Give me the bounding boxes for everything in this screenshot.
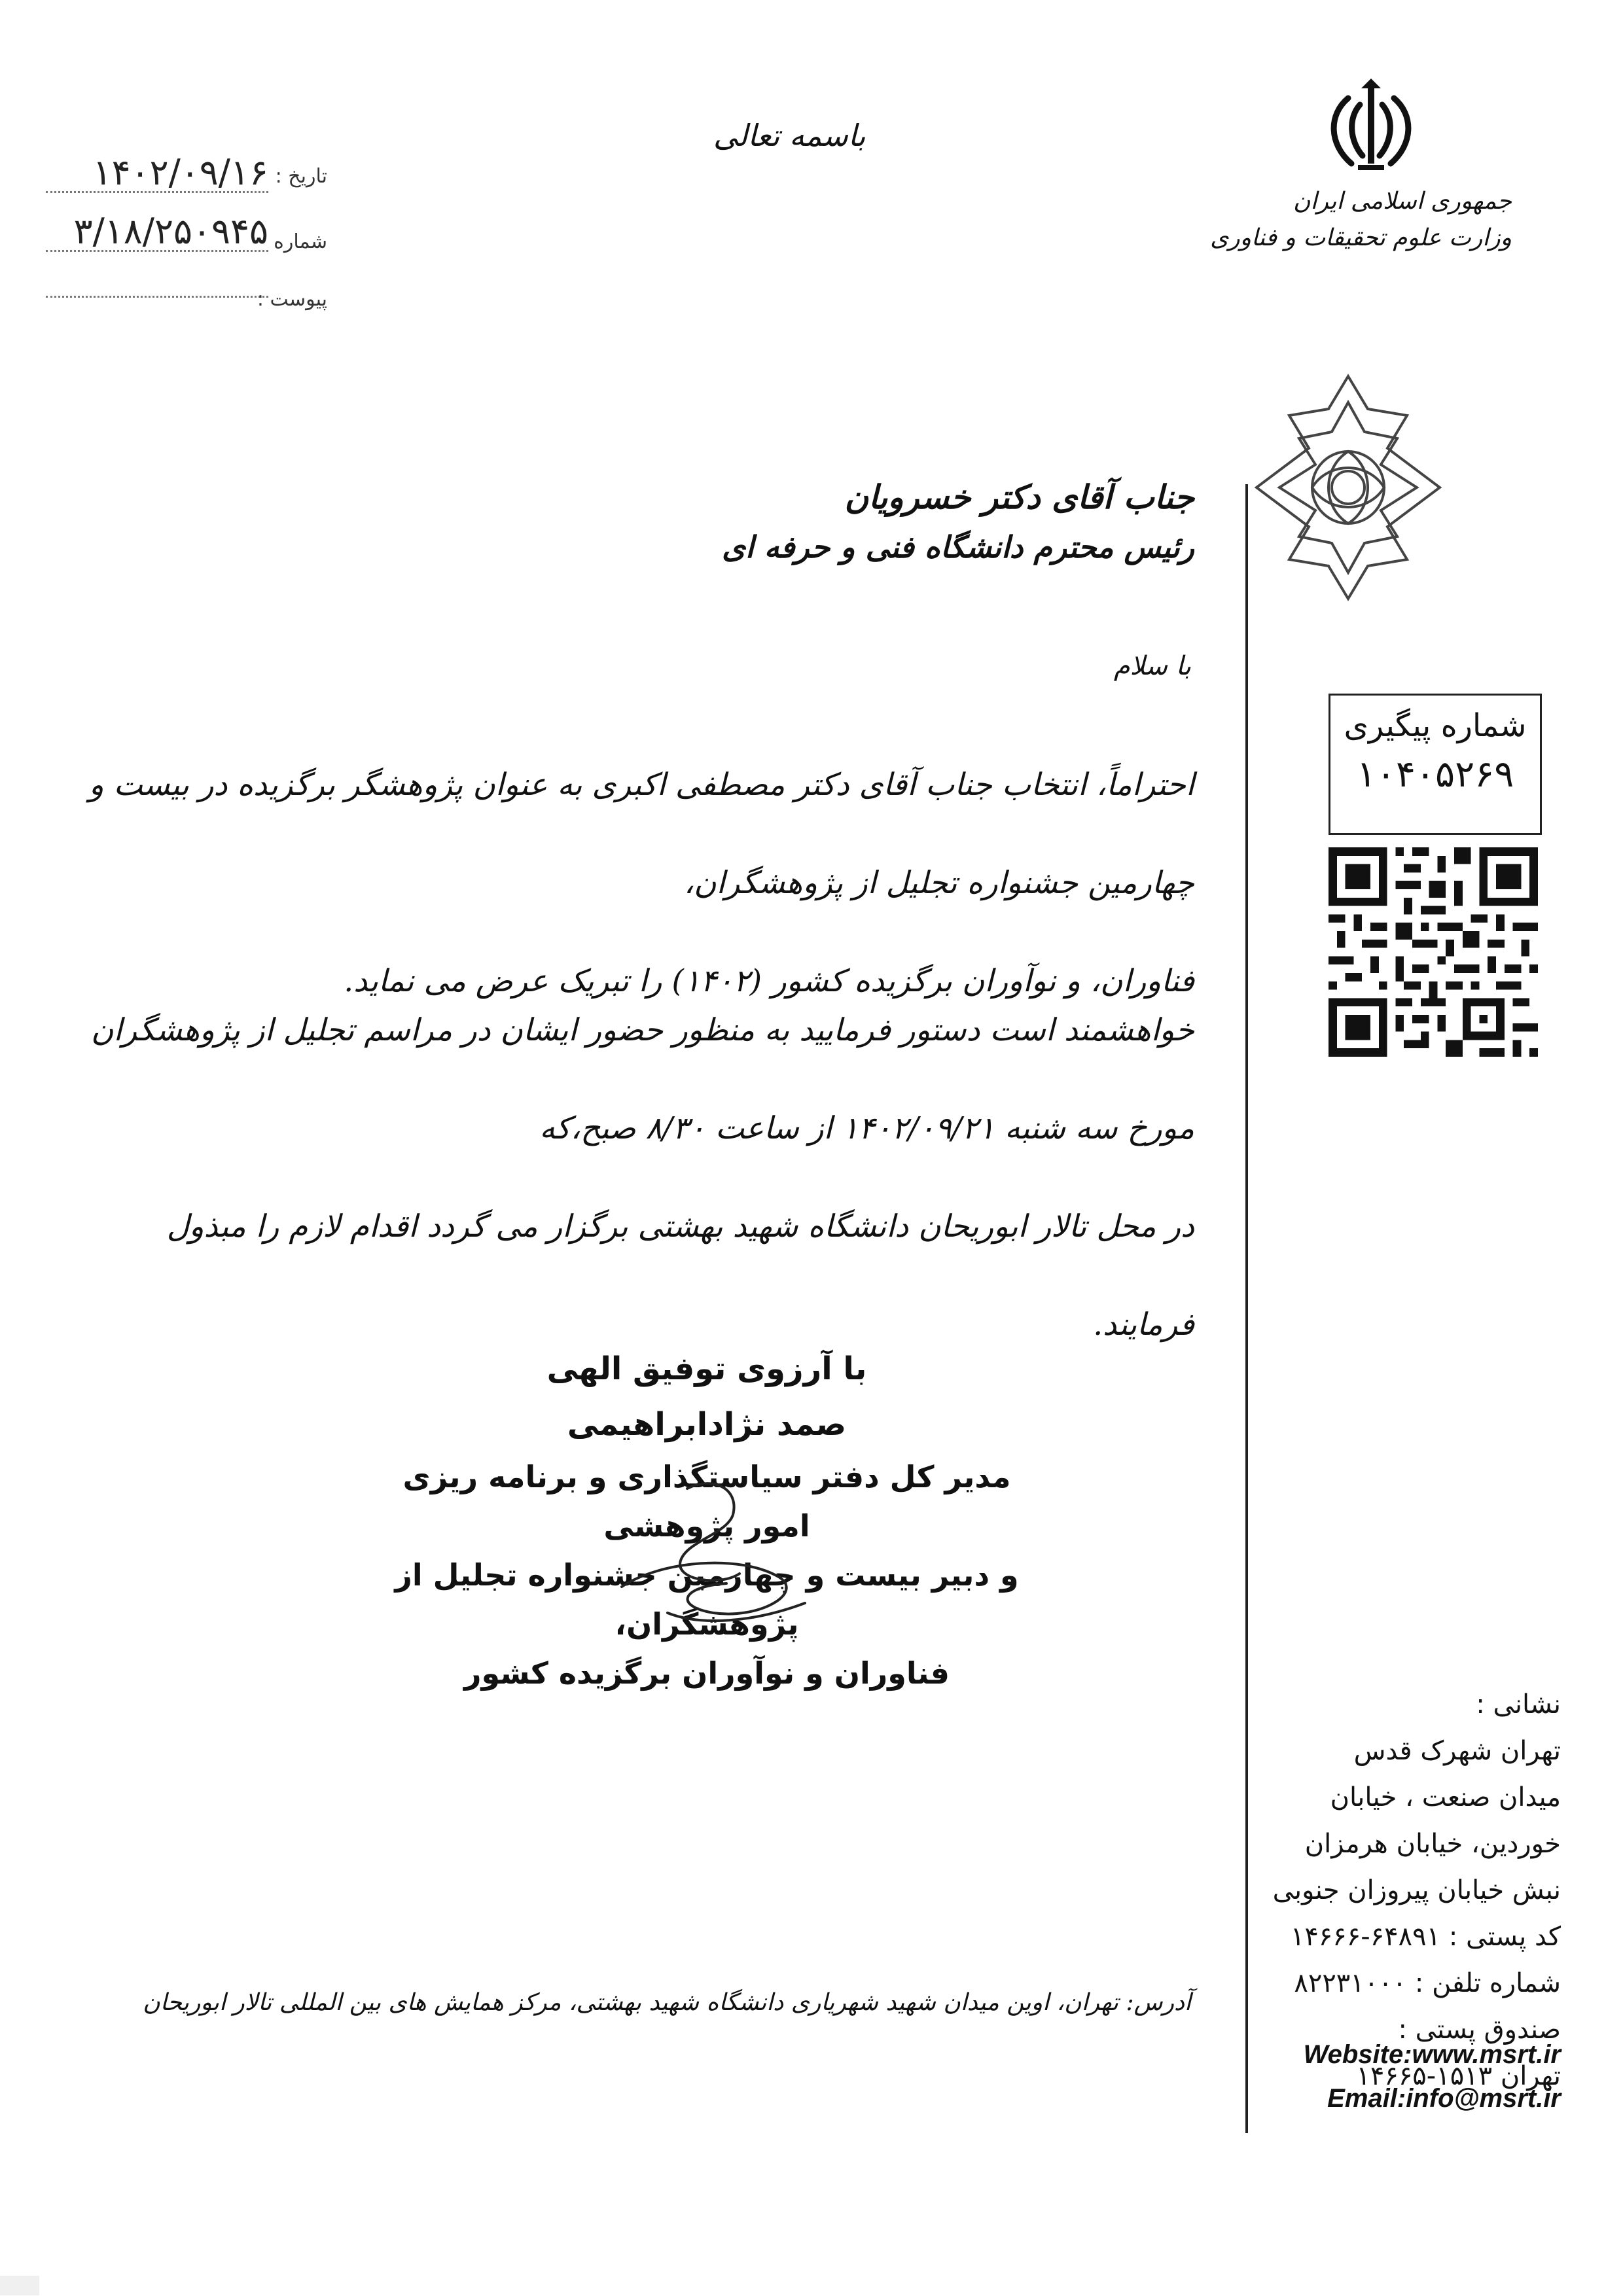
signatory-title-line-1: مدیر کل دفتر سیاستگذاری و برنامه ریزی امور پژوهشی [402,1459,1011,1544]
greeting: با سلام [1113,651,1191,681]
date-label: تاریخ : [275,165,327,188]
number-value: ۳/۱۸/۲۵۰۹۴۵ [73,211,268,252]
ministry-line2: وزارت علوم تحقیقات و فناوری [1210,224,1512,251]
date-underline [46,191,268,193]
qr-code-icon [1329,847,1538,1057]
closing-phrase: با آرزوی توفیق الهی [546,1351,867,1387]
number-label: شماره [274,230,327,253]
signatory-title-line-3: فناوران و نوآوران برگزیده کشور [463,1655,950,1691]
signatory-name: صمد نژادابراهیمی [567,1406,847,1443]
address-line-2: میدان صنعت ، خیابان [1330,1782,1561,1812]
attachment-row [39,275,327,314]
attachment-label: پیوست : [257,288,327,311]
tracking-value: ۱۰۴۰۵۲۶۹ [1356,753,1514,796]
ornament-icon [1243,370,1453,605]
signatory-title-line-2: و دبیر بیست و چهارمین جشنواره تجلیل از پژوهشگران، [395,1557,1019,1642]
date-value: ۱۴۰۲/۰۹/۱۶ [92,152,268,193]
address-line-3: خوردین، خیابان هرمزان [1304,1829,1561,1859]
email-link[interactable]: Email:info@msrt.ir [1327,2084,1561,2113]
recipient-block [722,471,1194,572]
paragraph-2 [82,981,1194,1374]
event-address: آدرس: تهران، اوین میدان شهید شهریاری دانشگاه شهید بهشتی، مرکز همایش های بین المللی تالار ابوریحان [143,1989,1191,2016]
corner-watermark [0,2276,39,2295]
iran-emblem-icon [1322,79,1420,177]
contact-address [1273,1682,1561,2100]
po-box-label: صندوق پستی : [1398,2015,1561,2045]
ministry-line1: جمهوری اسلامی ایران [1293,188,1512,215]
paragraph-2-line-2: در محل تالار ابوریحان دانشگاه شهید بهشتی برگزار می گردد اقدام لازم را مبذول فرمایند. [166,1209,1194,1343]
number-row [39,211,327,255]
paragraph-2-line-1: خواهشمند است دستور فرمایید به منظور حضور ایشان در مراسم تجلیل از پژوهشگران مورخ سه شنبه ۱۴۰۲/۰۹/۲۱ از ساعت ۸/۳۰ صبح،که [90,1012,1194,1146]
tracking-number-box [1329,694,1542,835]
basmala: باسمه تعالی [713,118,866,153]
website-link[interactable]: Website:www.msrt.ir [1303,2040,1561,2069]
vertical-divider [1245,484,1248,2133]
tracking-label: شماره پیگیری [1344,707,1527,744]
paragraph-1-line-2: فناوران، و نوآوران برگزیده کشور (۱۴۰۲) را تبریک عرض می نماید. [344,963,1194,999]
paragraph-1-line-1: احتراماً، انتخاب جناب آقای دکتر مصطفی اکبری به عنوان پژوهشگر برگزیده در بیست و چهارمین جشنواره تجلیل از پژوهشگران، [88,767,1194,901]
postal-code: کد پستی : ۶۴۸۹۱-۱۴۶۶۶ [1290,1922,1561,1952]
po-box: تهران ۱۵۱۳-۱۴۶۶۵ [1356,2061,1561,2091]
phone-number: شماره تلفن : ۸۲۲۳۱۰۰۰ [1294,1968,1561,1998]
ministry-name [1210,183,1512,256]
recipient-title: رئیس محترم دانشگاه فنی و حرفه ای [721,529,1194,565]
address-line-1: تهران شهرک قدس [1353,1736,1561,1766]
attachment-underline [46,296,268,298]
handwritten-signature [609,1462,825,1659]
number-underline [46,250,268,252]
date-row [39,152,327,196]
address-line-4: نبش خیابان پیروزان جنوبی [1272,1875,1561,1905]
address-label: نشانی : [1476,1689,1561,1720]
recipient-name: جناب آقای دکتر خسرویان [844,478,1194,516]
